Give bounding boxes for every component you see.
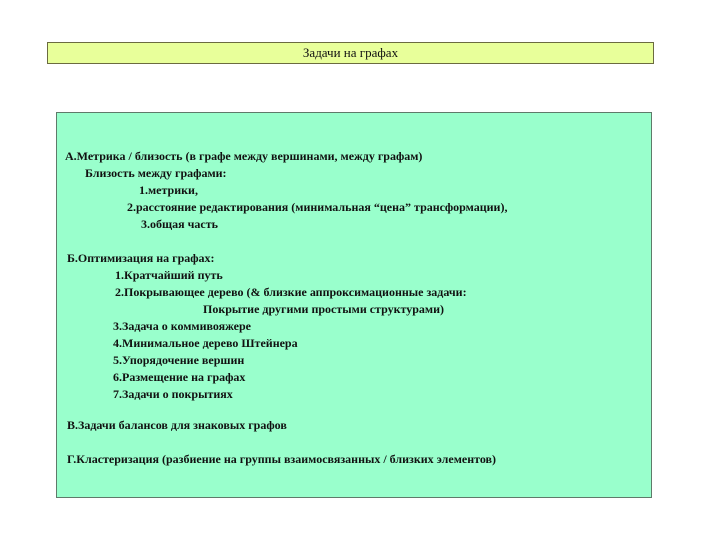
section-b-heading: Б.Оптимизация на графах: [67, 251, 215, 265]
section-d-heading: Г.Кластеризация (разбиение на группы взаимосвязанных / близких элементов) [67, 452, 497, 466]
slide-content-box [56, 112, 652, 498]
section-a-heading: А.Метрика / близость (в графе между вершинами, между графам) [65, 149, 423, 163]
section-a-subheading: Близость между графами: [85, 166, 227, 180]
slide-title-box [47, 42, 654, 64]
section-b-item: 4.Минимальное дерево Штейнера [113, 336, 298, 350]
section-a-item: 1.метрики, [139, 183, 198, 197]
section-b-item: 6.Размещение на графах [113, 370, 246, 384]
section-a-item: 2.расстояние редактирования (минимальная “цена” трансформации), [127, 200, 508, 214]
section-b-item: 1.Кратчайший путь [115, 268, 223, 282]
section-b-item: 3.Задача о коммивояжере [113, 319, 252, 333]
section-b-item: 5.Упорядочение вершин [113, 353, 245, 367]
section-b-item-continuation: Покрытие другими простыми структурами) [203, 302, 445, 316]
section-c-heading: В.Задачи балансов для знаковых графов [67, 418, 287, 432]
slide-title: Задачи на графах [302, 45, 399, 60]
section-b-item: 2.Покрывающее дерево (& близкие аппроксимационные задачи: [115, 285, 467, 299]
section-a-item: 3.общая часть [141, 217, 218, 231]
section-b-item: 7.Задачи о покрытиях [113, 387, 233, 401]
